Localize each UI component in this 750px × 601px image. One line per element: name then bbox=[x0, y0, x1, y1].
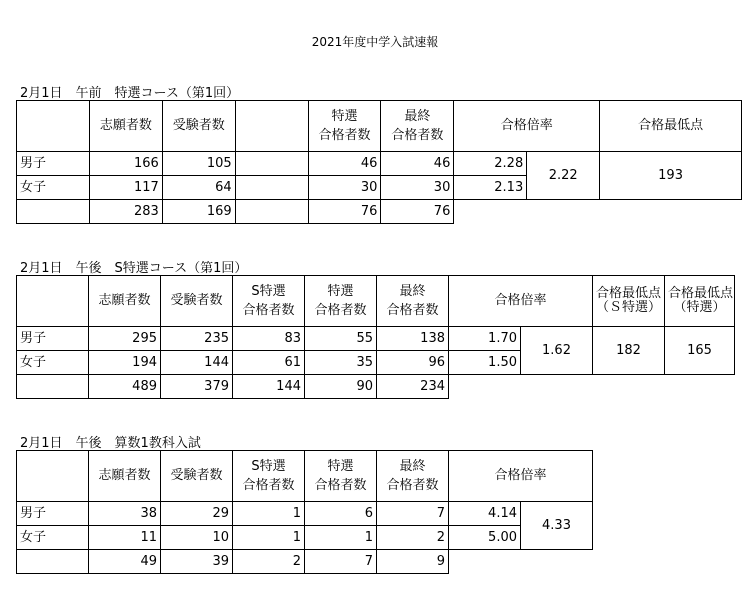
cell-final-pass: 96 bbox=[377, 351, 449, 375]
cell-applicants: 295 bbox=[89, 327, 161, 351]
cell-examinees: 144 bbox=[161, 351, 233, 375]
header-row bbox=[17, 276, 735, 327]
cell-overall-ratio: 2.22 bbox=[527, 152, 600, 200]
header-row bbox=[17, 101, 742, 152]
cell-final-pass: 30 bbox=[381, 176, 454, 200]
cell-empty bbox=[235, 200, 308, 224]
row-label-male: 男子 bbox=[17, 502, 89, 526]
results-table-morning-tokusen bbox=[16, 100, 742, 224]
row-label-male: 男子 bbox=[17, 327, 89, 351]
cell-examinees: 10 bbox=[161, 526, 233, 550]
cell-final-pass: 2 bbox=[377, 526, 449, 550]
cell-ratio: 1.50 bbox=[449, 351, 521, 375]
row-label-female: 女子 bbox=[17, 351, 89, 375]
row-label-male: 男子 bbox=[17, 152, 90, 176]
header-examinees: 受験者数 bbox=[161, 451, 233, 502]
cell-min-score: 193 bbox=[600, 152, 742, 200]
cell-examinees: 64 bbox=[162, 176, 235, 200]
cell-total-applicants: 283 bbox=[89, 200, 162, 224]
cell-ratio: 2.28 bbox=[454, 152, 527, 176]
cell-tokusen-pass: 55 bbox=[305, 327, 377, 351]
header-tokusen-pass: 特選 合格者数 bbox=[308, 101, 381, 152]
header-examinees: 受験者数 bbox=[161, 276, 233, 327]
cell-final-pass: 46 bbox=[381, 152, 454, 176]
results-table-afternoon-s-tokusen bbox=[16, 275, 735, 399]
cell-total-s-tokusen-pass: 2 bbox=[233, 550, 305, 574]
cell-total-tokusen-pass: 90 bbox=[305, 375, 377, 399]
header-row bbox=[17, 451, 593, 502]
header-final-pass: 最終 合格者数 bbox=[377, 451, 449, 502]
section-title-morning-tokusen: 2月1日 午前 特選コース（第1回） bbox=[20, 86, 240, 101]
cell-empty bbox=[235, 176, 308, 200]
table-row-male bbox=[17, 152, 742, 176]
cell-total-examinees: 379 bbox=[161, 375, 233, 399]
cell-overall-ratio: 1.62 bbox=[521, 327, 593, 375]
header-examinees: 受験者数 bbox=[162, 101, 235, 152]
header-final-pass: 最終 合格者数 bbox=[377, 276, 449, 327]
cell-s-tokusen-pass: 83 bbox=[233, 327, 305, 351]
cell-final-pass: 138 bbox=[377, 327, 449, 351]
cell-examinees: 235 bbox=[161, 327, 233, 351]
table-row-male bbox=[17, 327, 735, 351]
header-pass-ratio: 合格倍率 bbox=[454, 101, 600, 152]
header-applicants: 志願者数 bbox=[89, 101, 162, 152]
header-applicants: 志願者数 bbox=[89, 451, 161, 502]
row-label-female: 女子 bbox=[17, 176, 90, 200]
header-min-score-tokusen: 合格最低点 （特選） bbox=[665, 276, 735, 327]
cell-final-pass: 7 bbox=[377, 502, 449, 526]
table-row-total bbox=[17, 550, 593, 574]
cell-tokusen-pass: 30 bbox=[308, 176, 381, 200]
header-pass-ratio: 合格倍率 bbox=[449, 276, 593, 327]
cell-total-tokusen-pass: 7 bbox=[305, 550, 377, 574]
header-pass-ratio: 合格倍率 bbox=[449, 451, 593, 502]
header-s-tokusen-pass: S特選 合格者数 bbox=[233, 276, 305, 327]
header-tokusen-pass: 特選 合格者数 bbox=[305, 451, 377, 502]
cell-tokusen-pass: 1 bbox=[305, 526, 377, 550]
row-label-total bbox=[17, 200, 90, 224]
cell-total-examinees: 169 bbox=[162, 200, 235, 224]
table-row-total bbox=[17, 375, 735, 399]
cell-ratio: 2.13 bbox=[454, 176, 527, 200]
cell-overall-ratio: 4.33 bbox=[521, 502, 593, 550]
cell-total-final-pass: 9 bbox=[377, 550, 449, 574]
corner-cell bbox=[17, 101, 90, 152]
cell-applicants: 11 bbox=[89, 526, 161, 550]
cell-total-final-pass: 76 bbox=[381, 200, 454, 224]
cell-tokusen-pass: 35 bbox=[305, 351, 377, 375]
header-empty bbox=[235, 101, 308, 152]
cell-min-score-s-tokusen: 182 bbox=[593, 327, 665, 375]
header-min-score: 合格最低点 bbox=[600, 101, 742, 152]
section-title-afternoon-s-tokusen: 2月1日 午後 S特選コース（第1回） bbox=[20, 261, 248, 276]
cell-min-score-tokusen: 165 bbox=[665, 327, 735, 375]
header-tokusen-pass: 特選 合格者数 bbox=[305, 276, 377, 327]
section-title-afternoon-math: 2月1日 午後 算数1教科入試 bbox=[20, 436, 201, 451]
cell-applicants: 194 bbox=[89, 351, 161, 375]
cell-ratio: 1.70 bbox=[449, 327, 521, 351]
cell-applicants: 117 bbox=[89, 176, 162, 200]
cell-s-tokusen-pass: 1 bbox=[233, 502, 305, 526]
header-applicants: 志願者数 bbox=[89, 276, 161, 327]
table-row-total bbox=[17, 200, 742, 224]
header-final-pass: 最終 合格者数 bbox=[381, 101, 454, 152]
cell-s-tokusen-pass: 1 bbox=[233, 526, 305, 550]
page-title: 2021年度中学入試速報 bbox=[311, 35, 439, 49]
cell-s-tokusen-pass: 61 bbox=[233, 351, 305, 375]
cell-tokusen-pass: 46 bbox=[308, 152, 381, 176]
cell-total-tokusen-pass: 76 bbox=[308, 200, 381, 224]
corner-cell bbox=[17, 451, 89, 502]
cell-total-examinees: 39 bbox=[161, 550, 233, 574]
cell-total-applicants: 489 bbox=[89, 375, 161, 399]
row-label-total bbox=[17, 550, 89, 574]
cell-ratio: 4.14 bbox=[449, 502, 521, 526]
table-row-female bbox=[17, 526, 593, 550]
header-min-score-s-tokusen: 合格最低点 （Ｓ特選） bbox=[593, 276, 665, 327]
cell-empty bbox=[235, 152, 308, 176]
cell-examinees: 29 bbox=[161, 502, 233, 526]
row-label-female: 女子 bbox=[17, 526, 89, 550]
cell-total-applicants: 49 bbox=[89, 550, 161, 574]
row-label-total bbox=[17, 375, 89, 399]
cell-total-final-pass: 234 bbox=[377, 375, 449, 399]
cell-applicants: 38 bbox=[89, 502, 161, 526]
cell-examinees: 105 bbox=[162, 152, 235, 176]
table-row-male bbox=[17, 502, 593, 526]
cell-applicants: 166 bbox=[89, 152, 162, 176]
cell-tokusen-pass: 6 bbox=[305, 502, 377, 526]
header-s-tokusen-pass: S特選 合格者数 bbox=[233, 451, 305, 502]
results-table-afternoon-math bbox=[16, 450, 593, 574]
cell-ratio: 5.00 bbox=[449, 526, 521, 550]
corner-cell bbox=[17, 276, 89, 327]
cell-total-s-tokusen-pass: 144 bbox=[233, 375, 305, 399]
